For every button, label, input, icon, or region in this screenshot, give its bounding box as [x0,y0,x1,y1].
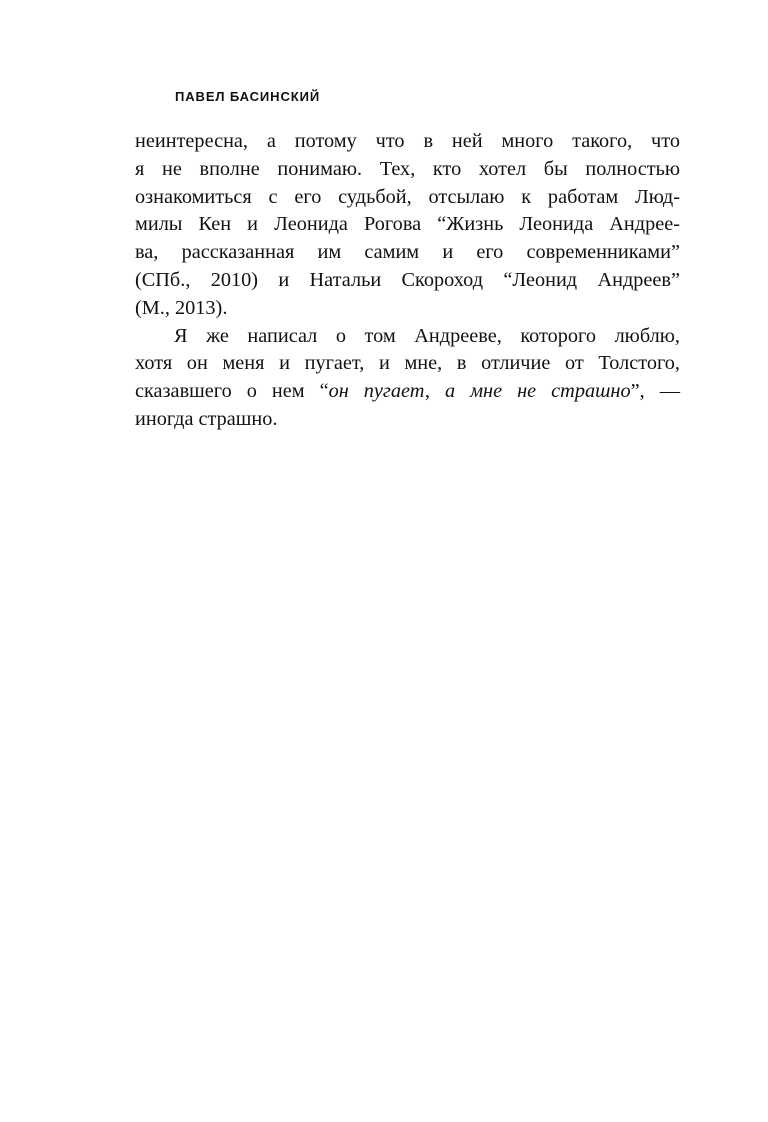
text-line: ва, рассказанная им самим и его современниками” [135,241,680,264]
text-line: хотя он меня и пугает, и мне, в отличие от Толстого, [135,352,680,375]
text-line: ознакомиться с его судьбой, отсылаю к работам Люд- [135,185,680,208]
text-line: я не вполне понимаю. Тех, кто хотел бы полностью [135,157,680,180]
text-line: Я же написал о том Андрееве, которого люблю, [174,324,680,347]
text-line: иногда страшно. [135,407,278,430]
body-text [135,128,680,434]
quote-lead: сказавшего о нем “ [135,380,329,403]
tolstoy-quote: он пугает, а мне не страшно [328,380,631,403]
text-line: неинтересна, а потому что в ней много такого, что [135,130,680,152]
text-line: (СПб., 2010) и Натальи Скороход “Леонид Андреев” [135,268,680,291]
running-head: ПАВЕЛ БАСИНСКИЙ [175,89,321,104]
text-line-with-quote [135,378,680,406]
text-line: милы Кен и Леонида Рогова “Жизнь Леонида Андрее- [135,213,680,236]
text-line: (М., 2013). [135,296,228,319]
quote-tail: ”, — [630,380,680,403]
